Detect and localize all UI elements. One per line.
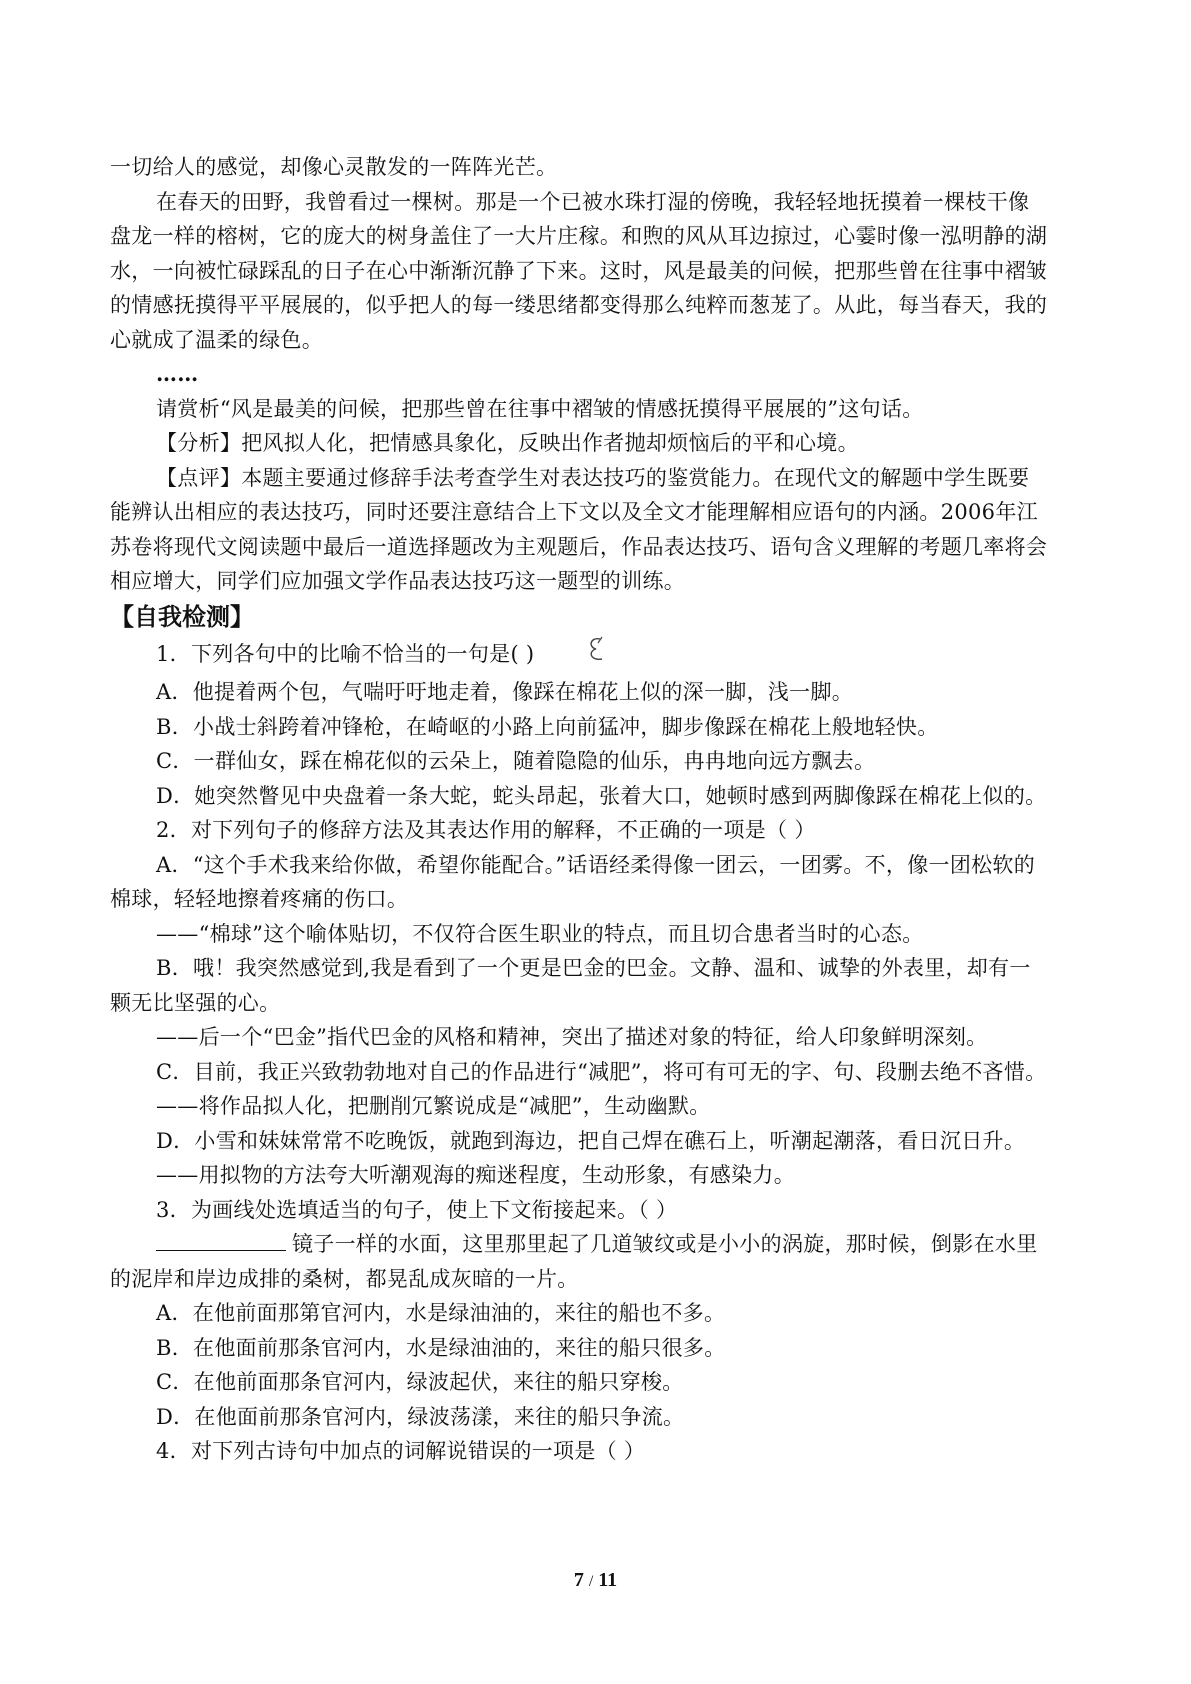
question-stem [110,635,1050,676]
q3-text: 镜子一样的水面，这里那里起了几道皱纹或是小小的涡旋，那时候，倒影在水里的泥岸和岸边成排的桑树，都晃乱成灰暗的一片。 [110,1232,1038,1291]
page-separator: / [588,1573,594,1590]
option: B．在他面前那条官河内，水是绿油油的，来往的船只很多。 [156,1335,726,1360]
option: B．哦！我突然感觉到,我是看到了一个更是巴金的巴金。文静、温和、诚挚的外表里，却有一颗无比坚强的心。 [110,956,1031,1015]
ellipsis: …… [156,361,199,386]
question-text: 请赏析“风是最美的问候，把那些曾在往事中褶皱的情感抚摸得平展展的”这句话。 [156,396,924,421]
option-note: ——将作品拟人化，把删削冗繁说成是“减肥”，生动幽默。 [156,1094,711,1118]
option: D．在他面前那条官河内，绿波荡漾，来往的船只争流。 [156,1404,685,1429]
question-stem: 2．对下列句子的修辞方法及其表达作用的解释，不正确的一项是（ ） [156,818,816,842]
option-note: ——用拟物的方法夸大听潮观海的痴迷程度，生动形象，有感染力。 [156,1163,795,1187]
option-note: ——后一个“巴金”指代巴金的风格和精神，突出了描述对象的特征，给人印象鲜明深刻。 [156,1025,988,1049]
passage-paragraph: 在春天的田野，我曾看过一棵树。那是一个已被水珠打湿的傍晚，我轻轻地抚摸着一棵枝干像盘龙一样的榕树，它的庞大的树身盖住了一大片庄稼。和煦的风从耳边掠过，心霎时像一泓明静的湖水，一向被忙碌踩乱的日子在心中渐渐沉静了下来。这时，风是最美的问候，把那些曾在往事中褶皱的情感抚摸得平平展展的，似乎把人的每一缕思绪都变得那么纯粹而葱茏了。从此，每当春天，我的心就成了温柔的绿色。 [110,189,1048,352]
current-page: 7 [573,1569,584,1591]
option-note: ——“棉球”这个喻体贴切，不仅符合医生职业的特点，而且切合患者当时的心态。 [156,921,924,946]
option: A．在他前面那第官河内，水是绿油油的，来往的船也不多。 [156,1301,726,1325]
option: D．她突然瞥见中央盘着一条大蛇，蛇头昂起，张着大口，她顿时感到两脚像踩在棉花上似的。 [156,783,1047,808]
section-title: 【自我检测】 [110,602,254,631]
fill-blank-text [110,1227,1050,1296]
analysis-text: 【分析】把风拟人化，把情感具象化，反映出作者抛却烦恼后的平和心境。 [156,431,859,455]
option: B．小战士斜跨着冲锋枪，在崎岖的小路上向前猛冲，脚步像踩在棉花上般地轻快。 [156,714,939,739]
page-number [0,1569,1191,1592]
passage-paragraph: 一切给人的感觉，却像心灵散发的一阵阵光芒。 [110,155,558,179]
question-stem: 3．为画线处选填适当的句子，使上下文衔接起来。（ ） [156,1197,678,1222]
option: D．小雪和妹妹常常不吃晚饭，就跑到海边，把自己焊在礁石上，听潮起潮落，看日沉日升。 [156,1128,1026,1153]
option: C．一群仙女，踩在棉花似的云朵上，随着隐隐的仙乐，冉冉地向远方飘去。 [156,749,876,773]
handwritten-mark-icon [538,635,606,676]
total-pages: 11 [598,1569,618,1591]
answer-blank[interactable] [156,1230,286,1251]
document-page [110,150,1050,1469]
option: C．在他前面那条官河内，绿波起伏，来往的船只穿梭。 [156,1370,684,1394]
option: C．目前，我正兴致勃勃地对自己的作品进行“减肥”，将可有可无的字、句、段删去绝不吝惜。 [156,1059,1047,1084]
option: A．他提着两个包，气喘吁吁地走着，像踩在棉花上似的深一脚，浅一脚。 [156,680,854,704]
question-stem: 4．对下列古诗句中加点的词解说错误的一项是（ ） [156,1439,646,1463]
q1-stem: 1．下列各句中的比喻不恰当的一句是( ) [156,641,535,666]
option: A．“这个手术我来给你做，希望你能配合。”话语经柔得像一团云，一团雾。不，像一团松软的棉球，轻轻地擦着疼痛的伤口。 [110,852,1036,911]
comment-text: 【点评】本题主要通过修辞手法考查学生对表达技巧的鉴赏能力。在现代文的解题中学生既要能辨认出相应的表达技巧，同时还要注意结合上下文以及全文才能理解相应语句的内涵。2006年江苏卷将现代文阅读题中最后一道选择题改为主观题后，作品表达技巧、语句含义理解的考题几率将会相应增大，同学们应加强文学作品表达技巧这一题型的训练。 [110,465,1048,593]
